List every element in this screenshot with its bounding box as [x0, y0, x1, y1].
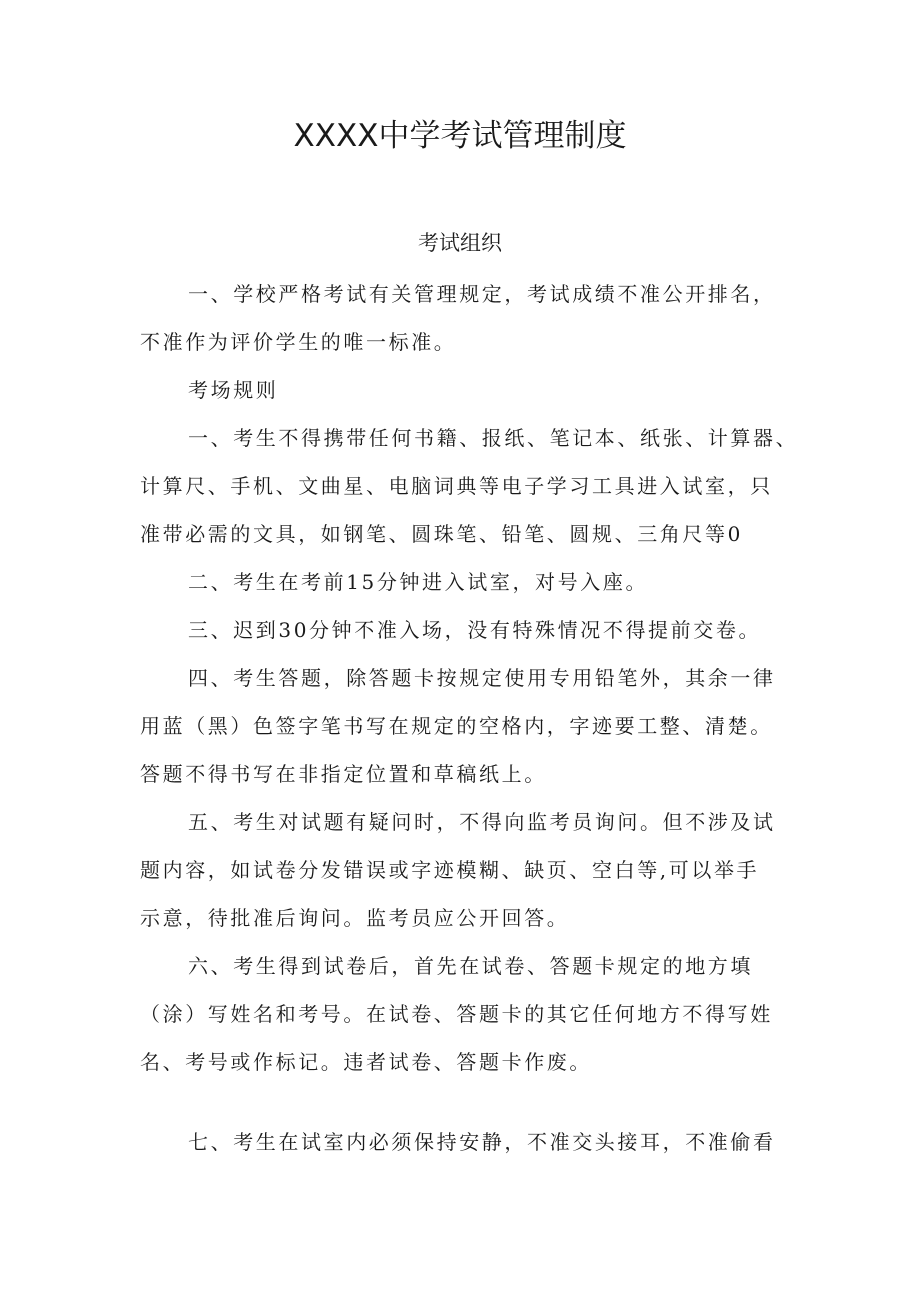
- text-line: 不准作为评价学生的唯一标准。: [140, 330, 457, 354]
- text-line: 五、考生对试题有疑问时，不得向监考员询问。但不涉及试: [188, 810, 776, 834]
- text-line: 七、考生在试室内必须保持安静，不准交头接耳，不准偷看: [188, 1130, 776, 1154]
- text-line: 六、考生得到试卷后，首先在试卷、答题卡规定的地方填: [188, 954, 753, 978]
- section-heading: 考试组织: [418, 231, 502, 255]
- text-line: 计算尺、手机、文曲星、电脑词典等电子学习工具进入试室，只: [140, 474, 773, 498]
- text-line: 二、考生在考前15分钟进入试室，对号入座。: [188, 570, 649, 594]
- subsection-heading: 考场规则: [188, 378, 279, 402]
- text-line: 题内容，如试卷分发错误或字迹模糊、缺页、空白等,可以举手: [140, 858, 760, 882]
- text-line: 准带必需的文具，如钢笔、圆珠笔、铅笔、圆规、三角尺等0: [140, 522, 743, 546]
- text-line: 一、学校严格考试有关管理规定，考试成绩不准公开排名，: [188, 282, 776, 306]
- text-line: 一、考生不得携带任何书籍、报纸、笔记本、纸张、计算器、: [188, 426, 799, 450]
- text-line: 答题不得书写在非指定位置和草稿纸上。: [140, 762, 547, 786]
- text-line: 示意，待批准后询问。监考员应公开回答。: [140, 906, 570, 930]
- text-line: 三、迟到30分钟不准入场，没有特殊情况不得提前交卷。: [188, 618, 762, 642]
- text-line: （涂）写姓名和考号。在试卷、答题卡的其它任何地方不得写姓: [140, 1002, 773, 1026]
- text-line: 用蓝（黑）色签字笔书写在规定的空格内，字迹要工整、清楚。: [140, 714, 773, 738]
- document-title: XXXX中学考试管理制度: [293, 118, 627, 154]
- text-line: 名、考号或作标记。违者试卷、答题卡作废。: [140, 1050, 592, 1074]
- text-line: 四、考生答题，除答题卡按规定使用专用铅笔外，其余一律: [188, 666, 776, 690]
